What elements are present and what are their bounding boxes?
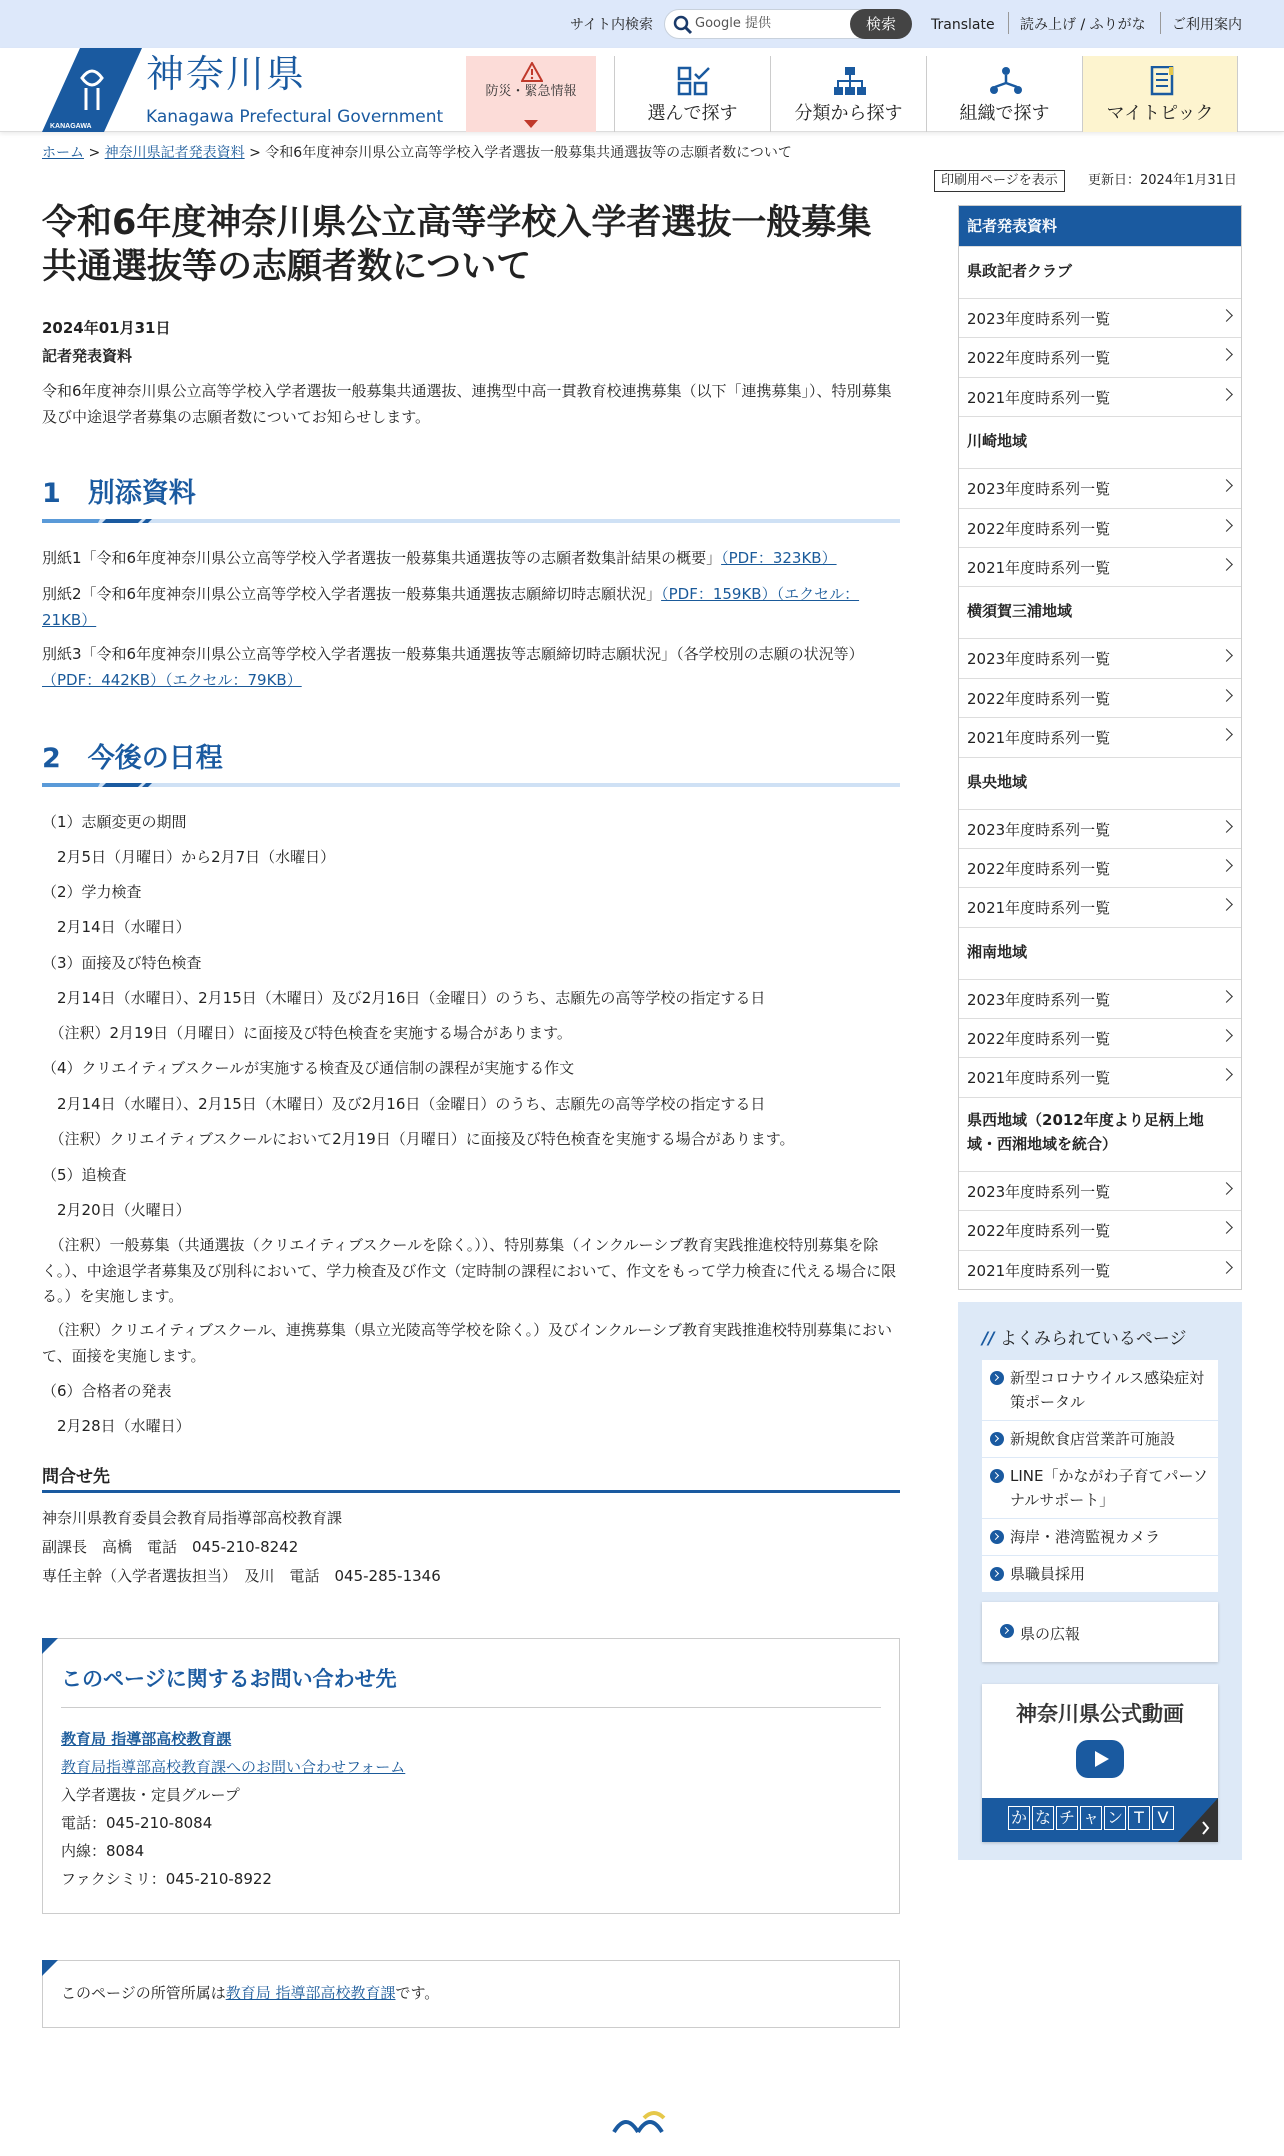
schedule-line: （注釈）2月19日（月曜日）に面接及び特色検査を実施する場合があります。 (42, 1024, 572, 1042)
kenno-koho-button[interactable] (982, 1602, 1218, 1662)
attachment-2-text: 別紙2「令和6年度神奈川県公立高等学校入学者選抜一般募集共通選抜志願締切時志願状況」 (42, 585, 662, 603)
schedule-line: （6）合格者の発表 (42, 1382, 172, 1400)
breadcrumb-home[interactable]: ホーム (42, 145, 84, 161)
logo-title[interactable]: 神奈川県 (146, 52, 307, 96)
owner-link[interactable]: 教育局 指導部高校教育課 (225, 1984, 396, 2002)
nav-label: マイトピック (1106, 103, 1214, 124)
search-icon (673, 15, 693, 35)
chevron-right-icon (1220, 689, 1233, 702)
google-provided-label: Google 提供 (695, 16, 771, 31)
owner-text (61, 1981, 439, 2005)
banner-char: ャ (1080, 1806, 1102, 1830)
popular-title-text: よくみられているページ (999, 1329, 1187, 1349)
sidebar-item-label: 2022年度時系列一覧 (967, 1030, 1111, 1049)
chevron-right-icon (1220, 1261, 1233, 1274)
popular-title (982, 1326, 1187, 1353)
schedule-line: 2月5日（月曜日）から2月7日（水曜日） (42, 848, 336, 866)
nav-category-search[interactable] (770, 56, 926, 132)
sidebar-item-label: 2022年度時系列一覧 (967, 1222, 1111, 1241)
page-title: 令和6年度神奈川県公立高等学校入学者選抜一般募集共通選抜等の志願者数について (42, 203, 872, 287)
sidebar-item[interactable] (959, 809, 1241, 848)
banner-char: T (1128, 1806, 1150, 1830)
inquiry-heading: 問合せ先 (42, 1467, 110, 1487)
schedule-line: （注釈）クリエイティブスクールにおいて2月19日（月曜日）に面接及び特色検査を実施する場合があります。 (42, 1130, 795, 1148)
official-video-banner[interactable] (982, 1684, 1218, 1842)
double-slash-icon: // (982, 1329, 995, 1349)
breadcrumb-parent[interactable]: 神奈川県記者発表資料 (104, 145, 245, 161)
sidebar-head[interactable]: 記者発表資料 (959, 206, 1241, 246)
schedule-line: （2）学力検査 (42, 883, 142, 901)
print-page-button[interactable]: 印刷用ページを表示 (934, 170, 1065, 192)
corner-mark (42, 1638, 58, 1654)
schedule-line: （3）面接及び特色検査 (42, 954, 202, 972)
sidebar-item[interactable] (959, 638, 1241, 677)
sidebar-item-label: 2023年度時系列一覧 (967, 820, 1111, 839)
inquiry-line: 副課長 高橋 電話 045-210-8242 (42, 1538, 299, 1556)
sidebar-item-label: 2022年度時系列一覧 (967, 349, 1111, 368)
chevron-right-icon (1220, 388, 1233, 401)
sidebar-item[interactable] (959, 377, 1241, 416)
sidebar-item[interactable] (959, 887, 1241, 926)
sidebar-item[interactable] (959, 547, 1241, 586)
contact-dept-link[interactable]: 教育局 指導部高校教育課 (61, 1730, 232, 1748)
nav-org-search[interactable] (926, 56, 1082, 132)
site-search-label: サイト内検索 (570, 17, 654, 33)
sidebar-group[interactable]: 県央地域 (959, 757, 1241, 809)
chevron-right-icon (1220, 479, 1233, 492)
sidebar-item[interactable] (959, 848, 1241, 887)
breadcrumb-sep: > (88, 145, 101, 161)
banner-char: チ (1056, 1806, 1078, 1830)
sidebar-item-label: 2021年度時系列一覧 (967, 899, 1111, 918)
popular-item[interactable] (982, 1556, 1218, 1593)
chevron-right-icon (1220, 519, 1233, 532)
updated-date: 更新日：2024年1月31日 (1088, 173, 1237, 188)
nav-select-search[interactable] (614, 56, 770, 132)
popular-item[interactable] (982, 1519, 1218, 1556)
arrow-circle-icon (1000, 1624, 1014, 1638)
search-button[interactable]: 検索 (850, 9, 912, 39)
sidebar-item-label: 2021年度時系列一覧 (967, 729, 1111, 748)
sidebar-item[interactable] (959, 1210, 1241, 1249)
sidebar-item-label: 2021年度時系列一覧 (967, 558, 1111, 577)
press-release-sidebar (958, 205, 1242, 1290)
attachment-3 (42, 642, 902, 693)
attachment-3-text: 別紙3「令和6年度神奈川県公立高等学校入学者選抜一般募集共通選抜等志願締切時志願状況」（各学校別の志願の状況等） (42, 645, 864, 663)
banner-char: ン (1104, 1806, 1126, 1830)
sidebar-item[interactable] (959, 979, 1241, 1018)
section-heading-schedule: 2 今後の日程 (42, 743, 223, 774)
chevron-right-icon (1220, 349, 1233, 362)
chevron-right-icon (1220, 728, 1233, 741)
inquiry-line: 専任主幹（入学者選抜担当） 及川 電話 045-285-1346 (42, 1567, 441, 1585)
arrow-circle-icon (990, 1567, 1004, 1581)
attachment-1-link[interactable]: （PDF：323KB） (721, 549, 837, 567)
popular-item-label: LINE「かながわ子育てパーソナルサポート」 (1010, 1467, 1208, 1509)
sidebar-item[interactable] (959, 1057, 1241, 1096)
contact-fax: ファクシミリ：045-210-8922 (61, 1870, 272, 1888)
logo-subtitle[interactable]: Kanagawa Prefectural Government (146, 107, 444, 127)
nav-label: 分類から探す (794, 103, 903, 124)
popular-item-label: 海岸・港湾監視カメラ (1010, 1528, 1161, 1546)
corner-mark (42, 1960, 58, 1976)
arrow-circle-icon (990, 1469, 1004, 1483)
nav-label: 組織で探す (959, 103, 1050, 124)
attachment-2 (42, 582, 902, 633)
chevron-right-icon (1220, 309, 1233, 322)
breadcrumb (42, 142, 792, 164)
sidebar-item[interactable] (959, 298, 1241, 337)
sidebar-item-label: 2022年度時系列一覧 (967, 519, 1111, 538)
translate-link[interactable]: Translate (931, 17, 995, 33)
sidebar-item-label: 2021年度時系列一覧 (967, 1261, 1111, 1280)
sidebar-item-label: 2021年度時系列一覧 (967, 388, 1111, 407)
notebook-icon (1145, 66, 1179, 96)
attachment-1-text: 別紙1「令和6年度神奈川県公立高等学校入学者選抜一般募集共通選抜等の志願者数集計結果の概要」 (42, 549, 722, 567)
contact-title: このページに関するお問い合わせ先 (61, 1667, 397, 1691)
sidebar-group[interactable]: 湘南地域 (959, 927, 1241, 979)
chevron-right-icon (1220, 558, 1233, 571)
divider (1008, 12, 1009, 34)
video-title: 神奈川県公式動画 (1016, 1702, 1184, 1726)
contact-box (42, 1638, 900, 1914)
sidebar-item-label: 2021年度時系列一覧 (967, 1069, 1111, 1088)
attachment-3-link[interactable]: （PDF：442KB）（エクセル：79KB） (42, 670, 302, 689)
checklist-icon (677, 66, 711, 96)
nav-label: 選んで探す (647, 103, 738, 124)
owner-prefix: このページの所管所属は (61, 1984, 226, 2002)
sidebar-item[interactable] (959, 508, 1241, 547)
schedule-line: （注釈）一般募集（共通選抜（クリエイティブスクールを除く。））、特別募集（インクルーシブ教育実践推進校特別募集を除く。）、中途退学者募集及び別科において、学力検査及び作文（定時制の課程において、作文をもって学力検査に代える場合に限る。）を実施します。 (42, 1236, 897, 1305)
sidebar-item[interactable] (959, 1171, 1241, 1210)
inquiry-line: 神奈川県教育委員会教育局指導部高校教育課 (42, 1509, 343, 1527)
organization-icon (989, 66, 1023, 96)
contact-ext: 内線：8084 (61, 1842, 145, 1860)
arrow-circle-icon (990, 1371, 1004, 1385)
arrow-circle-icon (990, 1432, 1004, 1446)
contact-form-link[interactable]: 教育局指導部高校教育課へのお問い合わせフォーム (61, 1758, 406, 1776)
sidebar-item[interactable] (959, 1018, 1241, 1057)
sidebar-item-label: 2023年度時系列一覧 (967, 650, 1111, 669)
sidebar-item[interactable] (959, 717, 1241, 756)
sidebar-item-label: 2022年度時系列一覧 (967, 859, 1111, 878)
chevron-right-icon (1220, 859, 1233, 872)
sidebar-item-label: 2023年度時系列一覧 (967, 480, 1111, 499)
banner-char: か (1008, 1806, 1030, 1830)
popular-item-label: 県職員採用 (1010, 1565, 1086, 1583)
schedule-line: （1）志願変更の期間 (42, 813, 187, 831)
warning-icon (521, 62, 543, 82)
play-icon (1076, 1740, 1124, 1778)
sidebar-item-label: 2023年度時系列一覧 (967, 990, 1111, 1009)
sidebar-item[interactable] (959, 678, 1241, 717)
chevron-right-icon (1220, 990, 1233, 1003)
divider (1160, 12, 1161, 34)
breadcrumb-sep: > (249, 145, 261, 161)
banner-char: な (1032, 1806, 1054, 1830)
lead-paragraph: 令和6年度神奈川県公立高等学校入学者選抜一般募集共通選抜、連携型中高一貫教育校連携募集（以下「連携募集」）、特別募集及び中途退学者募集の志願者数についてお知らせします。 (42, 382, 892, 427)
schedule-line: 2月14日（水曜日）、2月15日（木曜日）及び2月16日（金曜日）のうち、志願先の高等学校の指定する日 (42, 1095, 766, 1113)
kanachan-tv-band (982, 1798, 1218, 1842)
yomiage-link[interactable]: 読み上げ / ふりがな (1020, 17, 1146, 33)
schedule-line: 2月14日（水曜日）、2月15日（木曜日）及び2月16日（金曜日）のうち、志願先の高等学校の指定する日 (42, 989, 766, 1007)
sidebar-item[interactable] (959, 1250, 1241, 1289)
schedule-line: （5）追検査 (42, 1166, 127, 1184)
inquiry-underline (42, 1490, 900, 1493)
section-heading-attachments: 1 別添資料 (42, 478, 196, 509)
riyou-link[interactable]: ご利用案内 (1172, 17, 1242, 33)
owner-box (42, 1960, 900, 2028)
arrow-circle-icon (990, 1530, 1004, 1544)
bosai-label: 防災・緊急情報 (485, 84, 577, 99)
attachment-2-link[interactable]: （PDF：159KB）（エクセル：21KB） (42, 585, 860, 629)
heading-underline (42, 518, 900, 524)
sidebar-item[interactable] (959, 468, 1241, 507)
schedule-line: 2月20日（火曜日） (42, 1201, 191, 1219)
kanagawa-logo-icon[interactable] (42, 48, 142, 132)
popular-item[interactable] (982, 1458, 1218, 1519)
schedule-line: 2月14日（水曜日） (42, 918, 191, 936)
breadcrumb-current: 令和6年度神奈川県公立高等学校入学者選抜一般募集共通選抜等の志願者数について (265, 145, 792, 161)
chevron-right-icon (1220, 1221, 1233, 1234)
popular-item-label: 新規飲食店営業許可施設 (1010, 1430, 1176, 1448)
schedule-line: （注釈）クリエイティブスクール、連携募集（県立光陵高等学校を除く。）及びインクルーシブ教育実践推進校特別募集において、面接を実施します。 (42, 1321, 893, 1365)
sidebar-item[interactable] (959, 337, 1241, 376)
sidebar-group[interactable]: 川崎地域 (959, 416, 1241, 468)
contact-tel: 電話：045-210-8084 (61, 1814, 213, 1832)
popular-list (982, 1360, 1218, 1593)
utility-bar (0, 0, 1284, 48)
popular-item-label: 新型コロナウイルス感染症対策ポータル (1010, 1369, 1205, 1411)
banner-char: V (1152, 1806, 1174, 1830)
chevron-right-icon (1220, 1182, 1233, 1195)
sidebar-group[interactable]: 横須賀三浦地域 (959, 586, 1241, 638)
chevron-right-icon (1220, 898, 1233, 911)
kanachan-tv-logo (1008, 1806, 1174, 1830)
divider (61, 1707, 881, 1708)
sidebar-item-label: 2023年度時系列一覧 (967, 1182, 1111, 1201)
chevron-right-icon (1220, 1029, 1233, 1042)
attachment-1 (42, 546, 902, 572)
triangle-down-icon (524, 120, 538, 128)
category-label: 記者発表資料 (42, 347, 133, 365)
koho-label: 県の広報 (1020, 1625, 1081, 1643)
logo-mark-text: KANAGAWA (50, 123, 92, 130)
corner-arrow-icon (1178, 1798, 1218, 1842)
footer-logo-icon (610, 2108, 670, 2138)
heading-underline (42, 782, 900, 788)
sidebar-group[interactable]: 県政記者クラブ (959, 246, 1241, 298)
schedule-line: （4）クリエイティブスクールが実施する検査及び通信制の課程が実施する作文 (42, 1059, 575, 1077)
sidebar-item-label: 2022年度時系列一覧 (967, 689, 1111, 708)
sidebar-group[interactable]: 県西地域（2012年度より足柄上地域・西湘地域を統合） (959, 1097, 1241, 1171)
chevron-right-icon (1220, 649, 1233, 662)
popular-item[interactable] (982, 1421, 1218, 1458)
publish-date: 2024年01月31日 (42, 319, 171, 337)
popular-item[interactable] (982, 1360, 1218, 1421)
sidebar-item-label: 2023年度時系列一覧 (967, 310, 1111, 328)
nav-my-topic[interactable] (1082, 56, 1238, 132)
sitemap-icon (833, 66, 867, 96)
schedule-line: 2月28日（水曜日） (42, 1417, 191, 1435)
owner-suffix: です。 (395, 1984, 440, 2002)
bosai-emergency-button[interactable] (466, 56, 596, 132)
contact-group: 入学者選抜・定員グループ (61, 1786, 240, 1804)
chevron-right-icon (1220, 1069, 1233, 1082)
koho-row (992, 1616, 1088, 1652)
chevron-right-icon (1220, 820, 1233, 833)
